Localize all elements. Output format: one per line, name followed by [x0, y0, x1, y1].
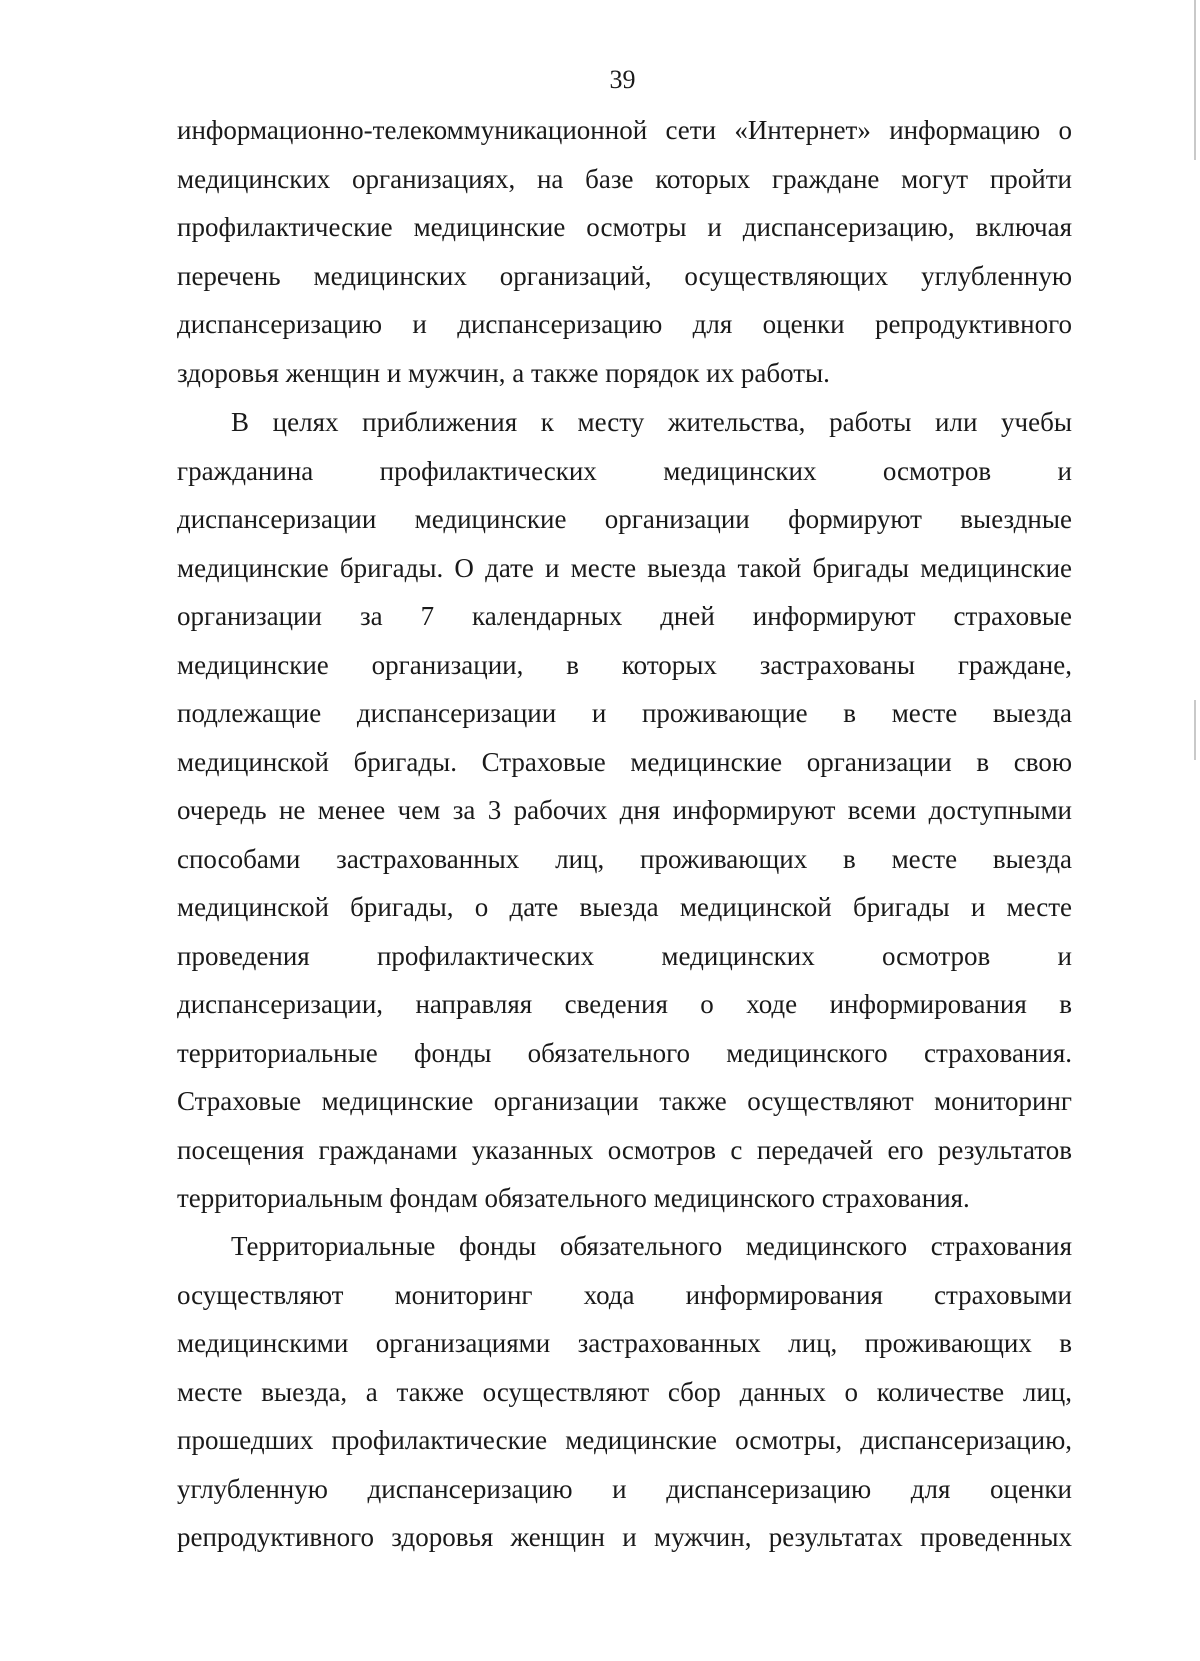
text-line: углубленную диспансеризацию и диспансеризацию для оценки — [177, 1473, 1072, 1504]
text-line: перечень медицинских организаций, осуществляющих углубленную — [177, 260, 1072, 291]
text-line: диспансеризации, направляя сведения о ходе информирования в — [177, 989, 1072, 1019]
text-line: территориальные фонды обязательного медицинского страхования. — [177, 1037, 1072, 1068]
text-line: медицинских организациях, на базе которых граждане могут пройти — [177, 163, 1072, 194]
text-line: посещения гражданами указанных осмотров с передачей его результатов — [177, 1134, 1072, 1165]
text-line: медицинской бригады. Страховые медицинские организации в свою — [177, 746, 1072, 777]
text-line: Страховые медицинские организации также осуществляют мониторинг — [177, 1086, 1072, 1116]
text-line: очередь не менее чем за 3 рабочих дня информируют всеми доступными — [177, 795, 1072, 825]
text-line: профилактические медицинские осмотры и диспансеризацию, включая — [177, 212, 1072, 242]
page-number: 39 — [609, 65, 636, 94]
text-line: гражданина профилактических медицинских осмотров и — [177, 455, 1072, 486]
paragraph-2 — [177, 398, 1072, 1223]
text-line: В целях приближения к месту жительства, работы или учебы — [231, 407, 1072, 437]
text-line: диспансеризации медицинские организации формируют выездные — [177, 504, 1072, 534]
paragraph-1 — [177, 106, 1072, 397]
text-line: месте выезда, а также осуществляют сбор данных о количестве лиц, — [177, 1376, 1072, 1407]
text-line: организации за 7 календарных дней информируют страховые — [177, 601, 1072, 631]
text-line: медицинские организации, в которых застрахованы граждане, — [177, 649, 1072, 680]
text-line: медицинские бригады. О дате и месте выезда такой бригады медицинские — [177, 552, 1072, 583]
text-line: репродуктивного здоровья женщин и мужчин, результатах проведенных — [177, 1522, 1072, 1552]
text-line: медицинскими организациями застрахованных лиц, проживающих в — [177, 1328, 1072, 1358]
text-line: диспансеризацию и диспансеризацию для оценки репродуктивного — [177, 309, 1072, 339]
text-line: проведения профилактических медицинских осмотров и — [177, 940, 1072, 971]
text-line: здоровья женщин и мужчин, а также порядок их работы. — [177, 357, 830, 388]
paragraph-3 — [177, 1222, 1072, 1562]
text-line: информационно-телекоммуникационной сети «Интернет» информацию о — [177, 115, 1072, 145]
text-line: подлежащие диспансеризации и проживающие в месте выезда — [177, 698, 1072, 728]
text-line: способами застрахованных лиц, проживающих в месте выезда — [177, 843, 1072, 874]
text-line: Территориальные фонды обязательного медицинского страхования — [231, 1231, 1072, 1261]
text-line: прошедших профилактические медицинские осмотры, диспансеризацию, — [177, 1425, 1072, 1455]
text-line: медицинской бригады, о дате выезда медицинской бригады и месте — [177, 892, 1072, 922]
scan-edge-mark — [1194, 700, 1196, 760]
text-line: территориальным фондам обязательного медицинского страхования. — [177, 1183, 970, 1213]
text-line: осуществляют мониторинг хода информирования страховыми — [177, 1279, 1072, 1310]
